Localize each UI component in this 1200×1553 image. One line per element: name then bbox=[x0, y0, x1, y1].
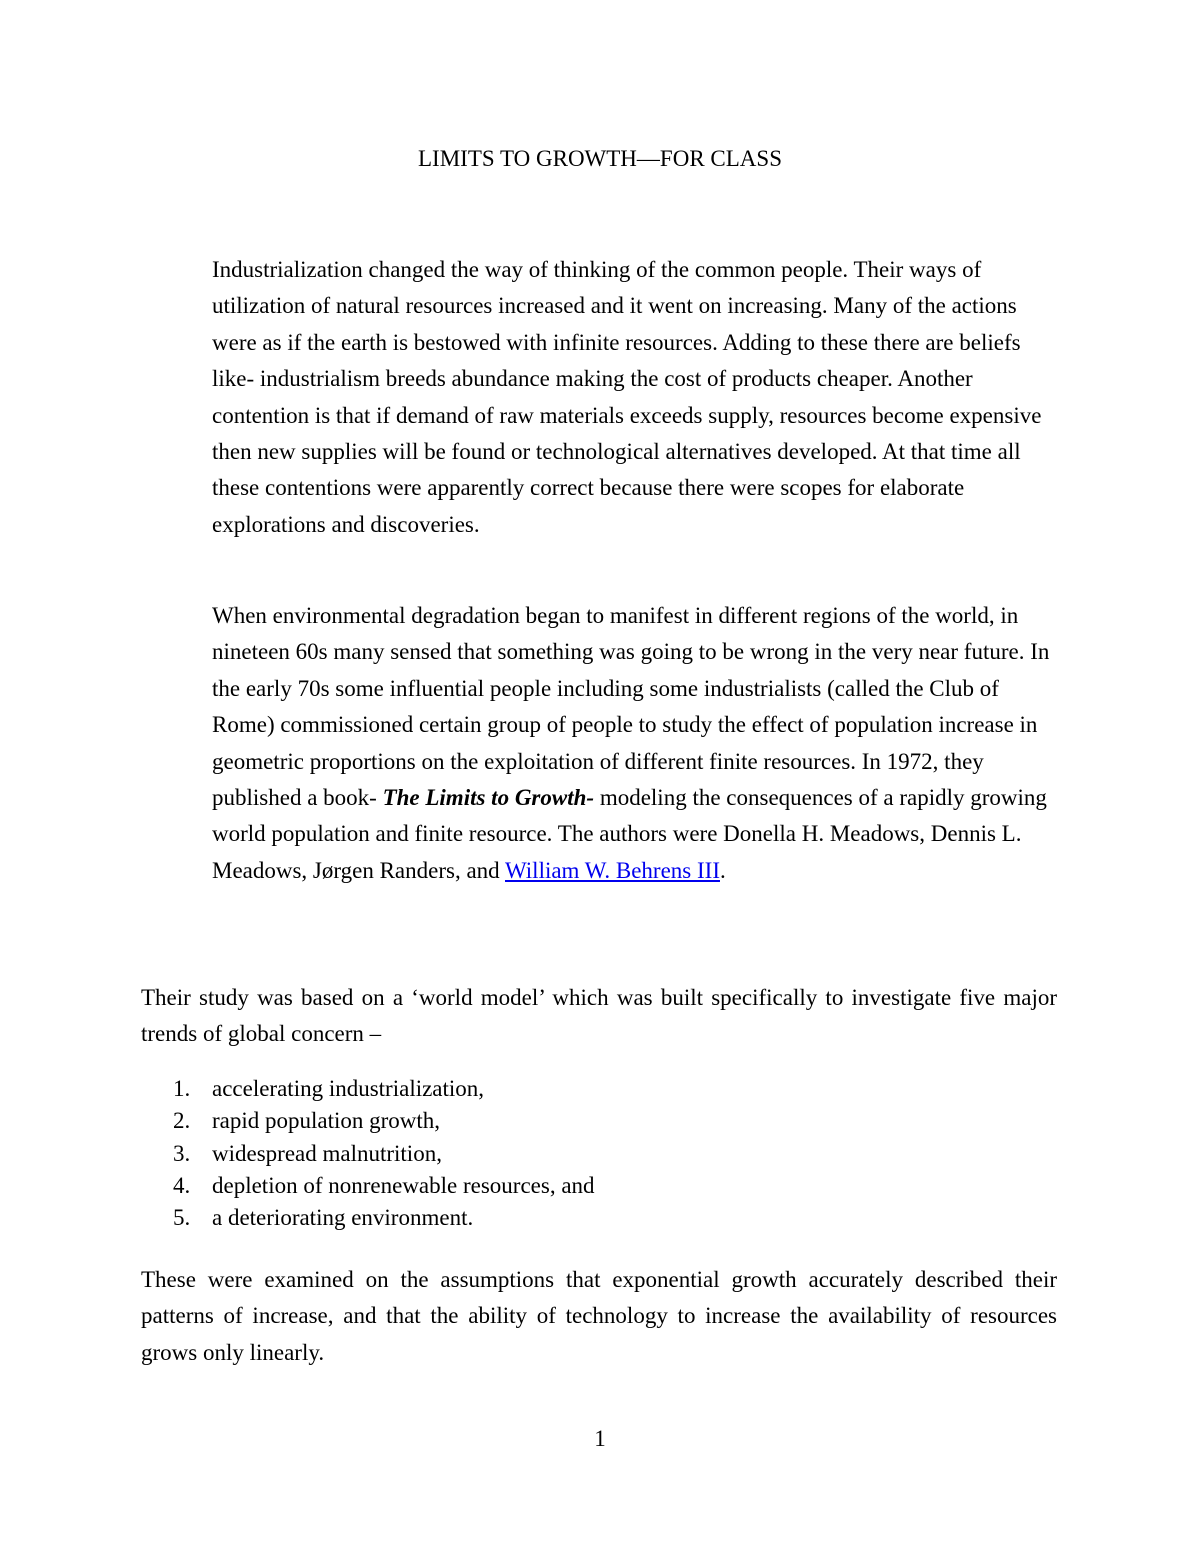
list-item-text: a deteriorating environment. bbox=[212, 1205, 474, 1231]
list-item-number: 3. bbox=[173, 1140, 191, 1166]
list-item bbox=[141, 1105, 1041, 1137]
book-title: The Limits to Growth- bbox=[382, 785, 595, 811]
paragraph-text-after-book: modeling the consequences of a rapidly growing world population and finite resource. The authors were Donella H. Meadows, Dennis L. Meadows, Jørgen Randers, and bbox=[212, 785, 1047, 883]
list-item-text: widespread malnutrition, bbox=[212, 1140, 442, 1166]
list-item bbox=[141, 1138, 1041, 1170]
list-item-number: 5. bbox=[173, 1205, 191, 1231]
paragraph-end-punctuation: . bbox=[719, 857, 726, 883]
list-item-number: 4. bbox=[173, 1172, 191, 1198]
trends-list bbox=[141, 1073, 1041, 1234]
page-title: LIMITS TO GROWTH—FOR CLASS bbox=[418, 146, 782, 171]
page-number: 1 bbox=[594, 1426, 606, 1451]
list-item-number: 2. bbox=[173, 1108, 191, 1134]
paragraph-club-of-rome bbox=[212, 598, 1050, 889]
author-link-behrens[interactable]: William W. Behrens III bbox=[505, 857, 720, 883]
paragraph-world-model: Their study was based on a ‘world model’ which was built specifically to investigate five major trends of global concern – bbox=[141, 985, 1057, 1047]
list-item-text: depletion of nonrenewable resources, and bbox=[212, 1172, 595, 1198]
list-item bbox=[141, 1170, 1041, 1202]
list-item bbox=[141, 1073, 1041, 1105]
list-item-number: 1. bbox=[173, 1076, 191, 1101]
paragraph-assumptions: These were examined on the assumptions that exponential growth accurately described their patterns of increase, and that the ability of technology to increase the availability of resources grows only linearly. bbox=[141, 1267, 1057, 1365]
paragraph-text-before-book: When environmental degradation began to manifest in different regions of the world, in nineteen 60s many sensed that something was going to be wrong in the very near future. In the early 70s some influential people including some industrialists (called the Club of Rome) commissioned certain group of people to study the effect of population increase in geometric proportions on the exploitation of different finite resources. In 1972, they published a book- bbox=[212, 603, 1050, 811]
list-item bbox=[141, 1202, 1041, 1234]
list-item-text: rapid population growth, bbox=[212, 1108, 441, 1134]
list-item-text: accelerating industrialization, bbox=[212, 1076, 485, 1101]
paragraph-industrialization: Industrialization changed the way of thinking of the common people. Their ways of utilization of natural resources increased and it went on increasing. Many of the actions were as if the earth is bestowed with infinite resources. Adding to these there are beliefs like- industrialism breeds abundance making the cost of products cheaper. Another contention is that if demand of raw materials exceeds supply, resources become expensive then new supplies will be found or technological alternatives developed. At that time all these contentions were apparently correct because there were scopes for elaborate explorations and discoveries. bbox=[212, 257, 1042, 537]
